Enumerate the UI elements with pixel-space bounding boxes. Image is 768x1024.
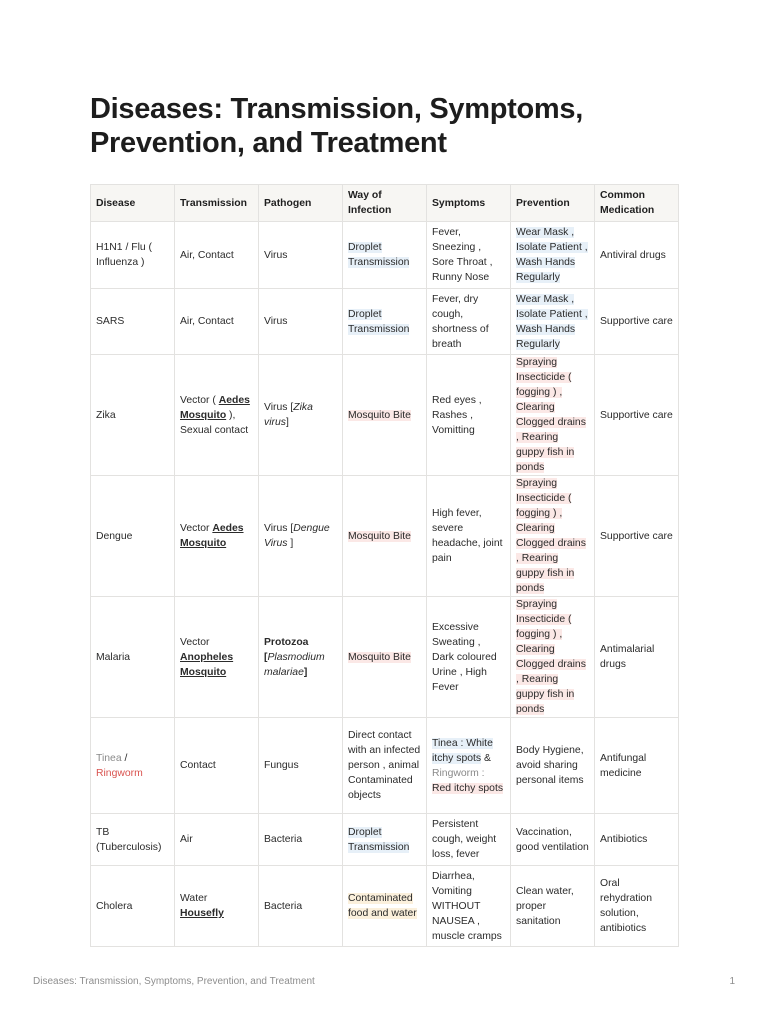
prevention-highlight: Wear Mask , Isolate Patient , Wash Hands Regularly	[516, 293, 588, 350]
cell-medication: Antimalarial drugs	[595, 597, 679, 718]
cell-transmission: Air	[175, 814, 259, 866]
page-number: 1	[729, 976, 735, 987]
transmission-text: Vector	[180, 636, 210, 648]
table-row	[91, 866, 679, 947]
cell-symptoms: Persistent cough, weight loss, fever	[427, 814, 511, 866]
cell-transmission	[175, 866, 259, 947]
cell-pathogen: Bacteria	[259, 814, 343, 866]
cell-medication: Antifungal medicine	[595, 718, 679, 814]
symptom-label-tinea: Tinea :	[432, 737, 467, 749]
table-header-row	[91, 185, 679, 222]
symptom-label-ringworm: Ringworm :	[432, 767, 485, 779]
table-row	[91, 289, 679, 355]
disease-separator: /	[121, 752, 128, 764]
infection-highlight: Droplet Transmission	[348, 242, 410, 268]
cell-pathogen: Bacteria	[259, 866, 343, 947]
table-row	[91, 718, 679, 814]
pathogen-species: Plasmodium malariae	[264, 651, 325, 678]
symptom-text-tinea: White itchy spots	[432, 737, 493, 764]
cell-transmission	[175, 597, 259, 718]
symptom-text-ringworm: Red itchy spots	[432, 782, 504, 794]
footer-title: Diseases: Transmission, Symptoms, Prevention, and Treatment	[33, 976, 315, 987]
cell-prevention	[511, 289, 595, 355]
pathogen-type: Protozoa	[264, 636, 309, 648]
prevention-highlight: Spraying Insecticide ( fogging ) , Clearing Clogged drains , Rearing guppy fish in ponds	[516, 599, 586, 715]
cell-symptoms: Red eyes , Rashes , Vomitting	[427, 355, 511, 476]
prevention-highlight: Spraying Insecticide ( fogging ) , Clearing Clogged drains , Rearing guppy fish in ponds	[516, 357, 586, 473]
table-row	[91, 222, 679, 289]
pathogen-text: ]	[287, 538, 294, 549]
header-way-of-infection: Way of Infection	[343, 185, 427, 222]
vector-name: Aedes Mosquito	[180, 523, 244, 549]
header-common-medication: Common Medication	[595, 185, 679, 222]
cell-transmission	[175, 476, 259, 597]
pathogen-text: ]	[285, 417, 289, 428]
cell-prevention	[511, 355, 595, 476]
cell-symptoms	[427, 718, 511, 814]
cell-pathogen	[259, 597, 343, 718]
cell-symptoms: Fever, Sneezing , Sore Throat , Runny Nose	[427, 222, 511, 289]
cell-pathogen: Fungus	[259, 718, 343, 814]
disease-name-ringworm: Ringworm	[96, 767, 143, 779]
cell-symptoms: Excessive Sweating , Dark coloured Urine , High Fever	[427, 597, 511, 718]
cell-symptoms: Fever, dry cough, shortness of breath	[427, 289, 511, 355]
cell-infection	[343, 814, 427, 866]
vector-name: Aedes Mosquito	[180, 394, 250, 421]
cell-infection	[343, 597, 427, 718]
infection-highlight: Droplet Transmission	[348, 308, 410, 335]
cell-infection: Direct contact with an infected person , animal Contaminated objects	[343, 718, 427, 814]
cell-prevention: Body Hygiene, avoid sharing personal items	[511, 718, 595, 814]
infection-highlight: Contaminated food and water	[348, 893, 417, 919]
pathogen-species: Dengue Virus	[264, 523, 330, 549]
disease-table	[90, 184, 679, 947]
cell-pathogen	[259, 355, 343, 476]
cell-prevention: Vaccination, good ventilation	[511, 814, 595, 866]
pathogen-species: Zika virus	[264, 402, 313, 428]
cell-medication: Supportive care	[595, 355, 679, 476]
header-pathogen: Pathogen	[259, 185, 343, 222]
table-row	[91, 814, 679, 866]
cell-prevention: Clean water, proper sanitation	[511, 866, 595, 947]
header-symptoms: Symptoms	[427, 185, 511, 222]
cell-disease: H1N1 / Flu ( Influenza )	[91, 222, 175, 289]
transmission-text: Water	[180, 893, 208, 904]
cell-infection	[343, 476, 427, 597]
pathogen-text: Virus [	[264, 402, 294, 413]
prevention-highlight: Spraying Insecticide ( fogging ) , Clearing Clogged drains , Rearing guppy fish in ponds	[516, 478, 586, 594]
transmission-text: Vector	[180, 523, 213, 534]
table-row	[91, 355, 679, 476]
pathogen-text: ]	[303, 666, 308, 678]
transmission-text: Vector (	[180, 394, 219, 406]
cell-infection	[343, 289, 427, 355]
vector-name: Housefly	[180, 908, 224, 919]
cell-medication: Supportive care	[595, 289, 679, 355]
cell-infection	[343, 355, 427, 476]
cell-transmission: Contact	[175, 718, 259, 814]
cell-symptoms: Diarrhea, Vomiting WITHOUT NAUSEA , muscle cramps	[427, 866, 511, 947]
header-transmission: Transmission	[175, 185, 259, 222]
cell-prevention	[511, 476, 595, 597]
header-disease: Disease	[91, 185, 175, 222]
cell-disease: Dengue	[91, 476, 175, 597]
cell-infection	[343, 866, 427, 947]
cell-prevention	[511, 597, 595, 718]
cell-transmission	[175, 355, 259, 476]
cell-medication: Oral rehydration solution, antibiotics	[595, 866, 679, 947]
cell-pathogen: Virus	[259, 289, 343, 355]
transmission-text: ), Sexual contact	[180, 409, 249, 436]
vector-name: Anopheles Mosquito	[180, 651, 234, 678]
symptom-separator: &	[481, 752, 491, 764]
cell-transmission: Air, Contact	[175, 222, 259, 289]
prevention-highlight: Wear Mask , Isolate Patient , Wash Hands Regularly	[516, 227, 588, 283]
cell-disease: SARS	[91, 289, 175, 355]
cell-disease: Malaria	[91, 597, 175, 718]
disease-name-tinea: Tinea	[96, 752, 122, 764]
cell-disease: Cholera	[91, 866, 175, 947]
cell-symptoms: High fever, severe headache, joint pain	[427, 476, 511, 597]
cell-medication: Supportive care	[595, 476, 679, 597]
pathogen-text: Virus [	[264, 523, 294, 534]
page-title: Diseases: Transmission, Symptoms, Prevention, and Treatment	[90, 93, 583, 159]
cell-prevention	[511, 222, 595, 289]
cell-pathogen	[259, 476, 343, 597]
cell-disease: TB (Tuberculosis)	[91, 814, 175, 866]
table-row	[91, 476, 679, 597]
cell-medication: Antibiotics	[595, 814, 679, 866]
cell-medication: Antiviral drugs	[595, 222, 679, 289]
infection-highlight: Mosquito Bite	[348, 409, 411, 421]
infection-highlight: Droplet Transmission	[348, 826, 410, 853]
header-prevention: Prevention	[511, 185, 595, 222]
cell-disease	[91, 718, 175, 814]
cell-transmission: Air, Contact	[175, 289, 259, 355]
cell-infection	[343, 222, 427, 289]
cell-pathogen: Virus	[259, 222, 343, 289]
cell-disease: Zika	[91, 355, 175, 476]
table-row	[91, 597, 679, 718]
infection-highlight: Mosquito Bite	[348, 530, 411, 542]
infection-highlight: Mosquito Bite	[348, 651, 411, 663]
pathogen-text: [	[264, 651, 268, 663]
